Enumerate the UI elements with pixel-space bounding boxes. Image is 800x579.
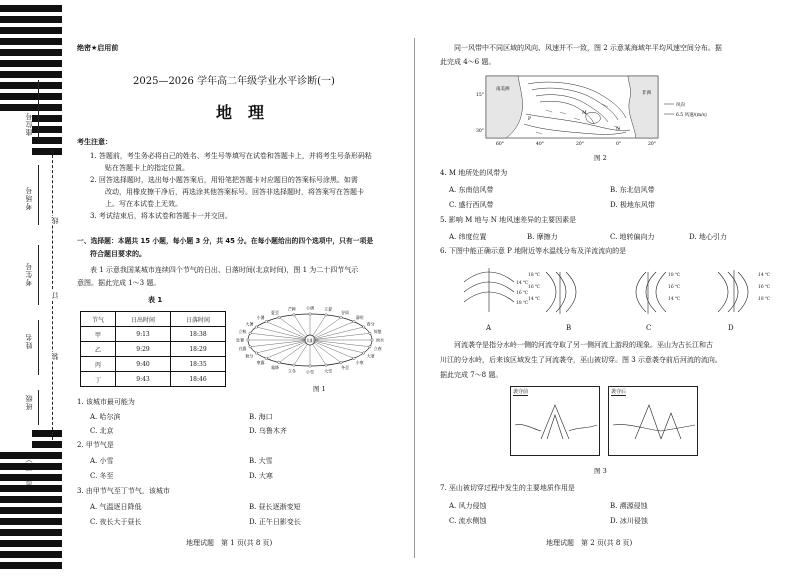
- solar-term-label: 小寒: [355, 360, 364, 366]
- answer-option[interactable]: C. 流水侧蚀: [449, 517, 487, 525]
- temp-label: 18 ℃: [668, 273, 681, 278]
- orbit-ray: [310, 340, 370, 347]
- answer-option[interactable]: B. 海口: [249, 413, 273, 421]
- solar-term-label: 立夏: [324, 306, 333, 312]
- isotherm-d: [738, 272, 748, 312]
- fig3-before-diagram: [511, 395, 599, 453]
- table-header: 节气: [81, 312, 116, 327]
- table-cell: 9:43: [116, 372, 171, 387]
- table-cell: 9:40: [116, 357, 171, 372]
- fig1-caption: 图 1: [313, 385, 326, 393]
- notice-line: 2. 回答选择题时，选出每小题答案后，用铅笔把答题卡对应题目的答案标号涂黑。如需: [90, 176, 358, 184]
- earth-position: [265, 320, 267, 322]
- fig3-caption: 图 3: [594, 467, 607, 475]
- earth-position: [371, 339, 373, 341]
- fig2-caption: 图 2: [594, 154, 607, 162]
- answer-option[interactable]: D. 乌鲁木齐: [249, 427, 287, 435]
- temp-label: 14 ℃: [668, 297, 681, 302]
- earth-position: [369, 346, 371, 348]
- earth-position: [325, 314, 327, 316]
- fig3-after-diagram: [609, 395, 697, 453]
- solar-term-label: 大暑: [245, 321, 254, 327]
- question-stem: 7. 巫山被切穿过程中发生的主要地质作用是: [440, 484, 575, 492]
- section-heading-cont: 符合题目要求的。: [90, 250, 146, 258]
- name-label: 姓名: [25, 333, 33, 349]
- table-cell: 甲: [81, 327, 116, 342]
- answer-option[interactable]: C. 夜长大于昼长: [90, 518, 142, 526]
- solar-term-label: 夏至: [271, 309, 279, 315]
- room-number-label: 考场号: [25, 186, 33, 210]
- earth-position: [309, 365, 311, 367]
- earth-position: [278, 361, 280, 363]
- table-cell: 乙: [81, 342, 116, 357]
- temp-label: 18 ℃: [516, 301, 529, 306]
- answer-option[interactable]: A. 风力侵蚀: [449, 502, 487, 510]
- temp-label: 14 ℃: [516, 281, 529, 286]
- isotherm-b: [556, 272, 566, 312]
- table-row: [81, 342, 226, 357]
- table-cell: 9:29: [116, 342, 171, 357]
- isotherm-d: [718, 272, 728, 312]
- exam-title: 2025—2026 学年高二年级学业水平诊断(一): [133, 76, 335, 87]
- temp-label: 16 ℃: [516, 291, 529, 296]
- temp-label: 18 ℃: [528, 273, 541, 278]
- question-stem: 3. 由甲节气至丁节气，该城市: [77, 487, 170, 495]
- point-label-m: M: [582, 111, 587, 116]
- answer-option[interactable]: C. 盛行西风带: [449, 201, 494, 209]
- temp-label: 14 ℃: [528, 297, 541, 302]
- river: [613, 425, 695, 431]
- solar-term-label: 大寒: [366, 353, 375, 359]
- answer-option[interactable]: B. 昼长逐渐变短: [249, 503, 301, 511]
- solar-term-label: 芒种: [287, 306, 296, 312]
- notice-line: 上。写在本试卷上无效。: [105, 200, 182, 208]
- river: [569, 425, 597, 431]
- isotherm-b: [546, 272, 556, 312]
- solar-term-label: 惊蛰: [373, 329, 382, 335]
- page-2: [414, 0, 800, 579]
- land-label-africa: 非洲: [642, 91, 651, 96]
- table-header: 日出时间: [116, 312, 171, 327]
- answer-option[interactable]: D. 地心引力: [689, 233, 727, 241]
- table-cell: 18:29: [170, 342, 225, 357]
- paragraph-text: 川江的分水岭，后来该区域发生了河流袭夺，巫山被切穿。图 3 示意袭夺前后河流的流向。: [440, 356, 722, 364]
- solar-term-label: 小满: [306, 305, 314, 311]
- fig3-before-panel: [510, 386, 600, 456]
- solar-term-label: 小雪: [306, 369, 314, 375]
- solar-term-label: 霜降: [271, 365, 279, 371]
- intro-text: 表 1 示意我国某城市连续四个节气的日出、日落时间(北京时间)，图 1 为二十四节气示: [90, 266, 359, 274]
- legend-speed: 6.5 风速/(m/s): [676, 113, 707, 118]
- lon-label: 20°: [576, 142, 584, 146]
- solar-term-label: 大雪: [324, 368, 333, 374]
- table-cell: 18:38: [170, 327, 225, 342]
- river: [515, 425, 541, 431]
- answer-option[interactable]: A. 东南信风带: [449, 186, 494, 194]
- wind-speed-map: [476, 74, 736, 146]
- temp-label: 16 ℃: [528, 285, 541, 290]
- sun-label: 太阳: [306, 338, 314, 343]
- question-stem: 6. 下图中能正确示意 P 地附近等水温线分布及洋流流向的是: [440, 247, 627, 255]
- iso-option-label[interactable]: B: [566, 324, 572, 332]
- cut-mark-bind: 订: [51, 291, 59, 299]
- orbit-ray: [250, 340, 310, 347]
- class-label: 班级: [25, 394, 33, 410]
- point-label-p: P: [528, 117, 532, 122]
- earth-position: [369, 332, 371, 334]
- iso-option-label[interactable]: A: [486, 324, 492, 332]
- answer-option[interactable]: C. 冬至: [90, 472, 114, 480]
- intro-text: 同一风带中不同区域的风向、风速并不一致，图 2 示意某海域年平均风速空间分布。据: [454, 44, 722, 52]
- solar-term-label: 冬至: [341, 365, 349, 371]
- lon-label: 40°: [536, 142, 544, 146]
- paragraph-text: 河流袭夺是指分水岭一侧的河流夺取了另一侧河流上游段的现象。巫山为古长江和古: [454, 341, 713, 349]
- fig3-after-label: 袭夺后: [611, 389, 627, 395]
- solar-term-label: 谷雨: [341, 309, 349, 315]
- answer-option[interactable]: B. 大雪: [249, 457, 273, 465]
- earth-position: [309, 313, 311, 315]
- question-stem: 2. 甲节气是: [77, 441, 114, 449]
- mountain: [661, 413, 681, 439]
- temp-label: 18 ℃: [758, 297, 771, 302]
- answer-option[interactable]: D. 大寒: [249, 472, 273, 480]
- earth-position: [293, 314, 295, 316]
- question-stem: 5. 影响 M 地与 N 地风速差异的主要因素是: [440, 216, 577, 224]
- answer-option[interactable]: B. 东北信风带: [610, 186, 655, 194]
- notice-line: 贴在答题卡上的指定位置。: [105, 164, 189, 172]
- river-capture-figure: [510, 386, 698, 456]
- answer-option[interactable]: C. 北京: [90, 427, 114, 435]
- county-label: 县（市、区）: [25, 455, 33, 503]
- land-label-south-america: 南美洲: [496, 87, 510, 92]
- answer-option[interactable]: B. 溯源侵蚀: [610, 502, 648, 510]
- answer-option[interactable]: A. 哈尔滨: [90, 413, 121, 421]
- table-cell: 9:13: [116, 327, 171, 342]
- table-row: [81, 357, 226, 372]
- table-header: 日落时间: [170, 312, 225, 327]
- point-label-n: N: [616, 127, 620, 132]
- mountain: [541, 405, 569, 439]
- seat-number-label: 座位号: [25, 112, 33, 136]
- solar-term-label: 寒露: [256, 360, 265, 366]
- isotherm-c: [636, 272, 646, 312]
- temp-label: 14 ℃: [758, 273, 771, 278]
- earth-position: [278, 316, 280, 318]
- earth-position: [249, 332, 251, 334]
- page-footer: 地理试题 第 2 页(共 8 页): [546, 539, 633, 547]
- solar-term-label: 立秋: [238, 329, 247, 335]
- notice-heading: 考生注意：: [77, 138, 112, 146]
- table-cell: 丁: [81, 372, 116, 387]
- lon-label: 20°: [648, 142, 656, 146]
- paragraph-text: 据此完成 7～8 题。: [440, 371, 503, 379]
- iso-option-label[interactable]: D: [728, 324, 734, 332]
- lon-label: 0°: [616, 142, 622, 146]
- intro-text: 此完成 4～6 题。: [440, 58, 496, 66]
- cut-mark-line: 线: [51, 216, 59, 224]
- isotherm-c: [646, 272, 656, 312]
- lon-label: 60°: [496, 142, 504, 146]
- sunrise-table: [80, 311, 226, 387]
- solar-term-label: 白露: [238, 345, 247, 351]
- solar-term-label: 春分: [366, 321, 375, 327]
- orbit-ray: [310, 333, 370, 340]
- earth-position: [325, 364, 327, 366]
- answer-option[interactable]: D. 正午日影变长: [249, 518, 301, 526]
- cut-mark-mount: 装: [51, 352, 59, 360]
- earth-position: [249, 346, 251, 348]
- table-cell: 18:35: [170, 357, 225, 372]
- earth-position: [255, 326, 257, 328]
- isotherm-b: [566, 272, 576, 312]
- fig3-after-panel: [608, 386, 698, 456]
- solar-term-label: 立冬: [287, 368, 296, 374]
- earth-position: [247, 339, 249, 341]
- temp-label: 16 ℃: [758, 285, 771, 290]
- earth-position: [362, 352, 364, 354]
- table-row: [81, 372, 226, 387]
- earth-position: [255, 352, 257, 354]
- earth-position: [293, 364, 295, 366]
- lat-label: 15°: [476, 93, 484, 98]
- notice-line: 改动，用橡皮擦干净后，再选涂其他答案标号。回答非选择题时，将答案写在答题卡: [105, 188, 364, 196]
- answer-option[interactable]: A. 气温逐日降低: [90, 503, 142, 511]
- orbit-ray: [250, 333, 310, 340]
- isotherm-c: [656, 272, 666, 312]
- mountain: [635, 405, 661, 439]
- earth-position: [340, 361, 342, 363]
- intro-text: 意图。据此完成 1～3 题。: [77, 279, 161, 287]
- solar-term-label: 清明: [355, 314, 364, 320]
- secret-label: 绝密★启用前: [77, 44, 119, 52]
- iso-option-label[interactable]: C: [646, 324, 652, 332]
- fig3-before-label: 袭夺前: [513, 389, 529, 395]
- answer-option[interactable]: D. 极地东风带: [610, 201, 655, 209]
- page-footer: 地理试题 第 1 页(共 8 页): [186, 539, 273, 547]
- isotherm-diagrams: [454, 262, 784, 322]
- earth-position: [353, 320, 355, 322]
- earth-position: [340, 316, 342, 318]
- temp-label: 16 ℃: [668, 285, 681, 290]
- earth-position: [362, 326, 364, 328]
- lat-label: 30°: [476, 129, 484, 134]
- answer-option[interactable]: C. 地转偏向力: [610, 233, 655, 241]
- legend-wind: 风向: [676, 103, 685, 108]
- isotherm-options: [454, 262, 784, 336]
- table-cell: 丙: [81, 357, 116, 372]
- table-header-row: [81, 312, 226, 327]
- solar-term-label: 处暑: [236, 337, 244, 343]
- solar-term-label: 小暑: [256, 314, 265, 320]
- answer-option[interactable]: B. 摩擦力: [527, 233, 558, 241]
- notice-line: 3. 考试结束后，将本试卷和答题卡一并交回。: [90, 212, 232, 220]
- answer-option[interactable]: A. 纬度位置: [449, 233, 487, 241]
- answer-option[interactable]: A. 小雪: [90, 457, 114, 465]
- table-title: 表 1: [148, 296, 163, 304]
- question-stem: 1. 该城市最可能为: [77, 398, 135, 406]
- solar-term-label: 秋分: [245, 353, 254, 359]
- table-row: [81, 327, 226, 342]
- solar-terms-figure: [232, 298, 388, 378]
- section-heading: 一、选择题：本题共 15 小题，每小题 3 分，共 45 分。在每小题给出的四个选项中，只有一项是: [77, 237, 374, 245]
- isotherm-d: [728, 272, 738, 312]
- subject-title: 地 理: [216, 103, 265, 122]
- answer-option[interactable]: D. 冰川侵蚀: [610, 517, 648, 525]
- question-stem: 4. M 地所处的风带为: [440, 169, 508, 177]
- solar-term-label: 立春: [373, 345, 382, 351]
- table-cell: 18:46: [170, 372, 225, 387]
- candidate-number-label: 考生号: [25, 262, 33, 286]
- notice-line: 1. 答题前，考生务必将自己的姓名、考生号等填写在试卷和答题卡上，并将考生号条形码粘: [90, 152, 372, 160]
- solar-term-label: 雨水: [376, 337, 384, 343]
- earth-position: [265, 357, 267, 359]
